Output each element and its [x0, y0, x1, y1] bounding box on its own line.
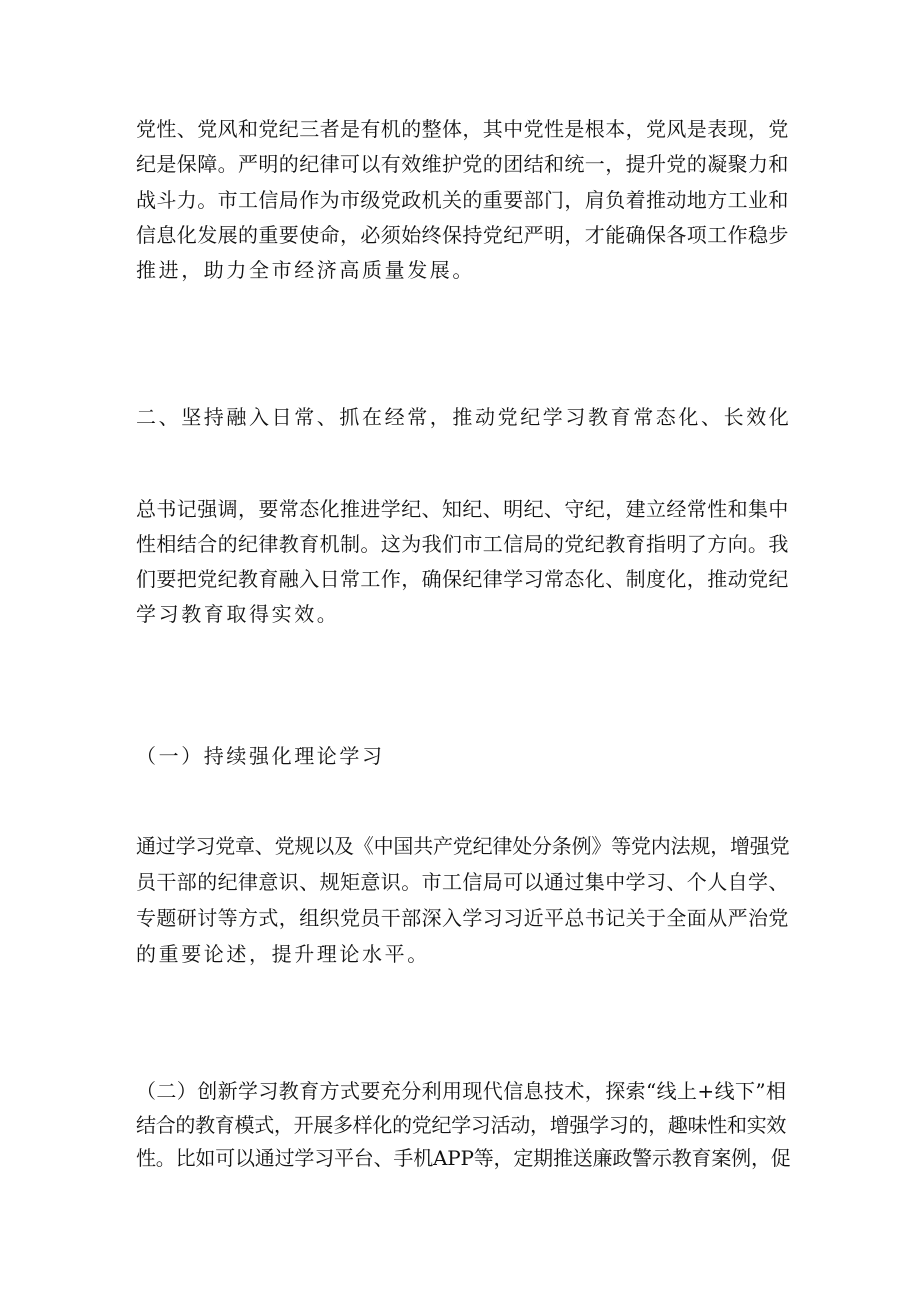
paragraph-line: （二）创新学习教育方式要充分利用现代信息技术，探索“线上+线下”相 [136, 1079, 787, 1103]
paragraph-line: 们要把党纪教育融入日常工作，确保纪律学习常态化、制度化，推动党纪 [136, 567, 789, 591]
paragraph-line: 的重要论述，提升理论水平。 [136, 942, 430, 966]
paragraph-line: 性相结合的纪律教育机制。这为我们市工信局的党纪教育指明了方向。我 [136, 532, 789, 556]
paragraph-line: 纪是保障。严明的纪律可以有效维护党的团结和统一，提升党的凝聚力和 [136, 152, 789, 177]
paragraph-line: 战斗力。市工信局作为市级党政机关的重要部门，肩负着推动地方工业和 [136, 187, 789, 212]
paragraph-line: 结合的教育模式，开展多样化的党纪学习活动，增强学习的，趣味性和实效 [136, 1112, 787, 1137]
paragraph-line: 通过学习党章、党规以及《中国共产党纪律处分条例》等党内法规，增强党 [136, 834, 790, 858]
section-heading-2: 二、坚持融入日常、抓在经常，推动党纪学习教育常态化、长效化 [136, 405, 792, 429]
paragraph-line: 总书记强调，要常态化推进学纪、知纪、明纪、守纪，建立经常性和集中 [136, 497, 789, 521]
paragraph-line: 信息化发展的重要使命，必须始终保持党纪严明，才能确保各项工作稳步 [136, 222, 789, 247]
paragraph-general-secretary [136, 492, 788, 632]
subheading-theory-study: （一）持续强化理论学习 [136, 744, 385, 768]
paragraph-line: 推进，助力全市经济高质量发展。 [136, 258, 475, 283]
paragraph-party-discipline [136, 112, 788, 288]
paragraph-innovative-methods [136, 1075, 791, 1176]
paragraph-line: 员干部的纪律意识、规矩意识。市工信局可以通过集中学习、个人自学、 [136, 870, 789, 894]
paragraph-line: 学习教育取得实效。 [136, 602, 340, 626]
paragraph-theory-study [136, 828, 788, 972]
paragraph-line: 性。比如可以通过学习平台、手机APP等，定期推送廉政警示教育案例，促 [136, 1146, 791, 1170]
paragraph-line: 专题研讨等方式，组织党员干部深入学习习近平总书记关于全面从严治党 [136, 906, 789, 930]
paragraph-line: 党性、党风和党纪三者是有机的整体，其中党性是根本，党风是表现，党 [136, 117, 789, 141]
